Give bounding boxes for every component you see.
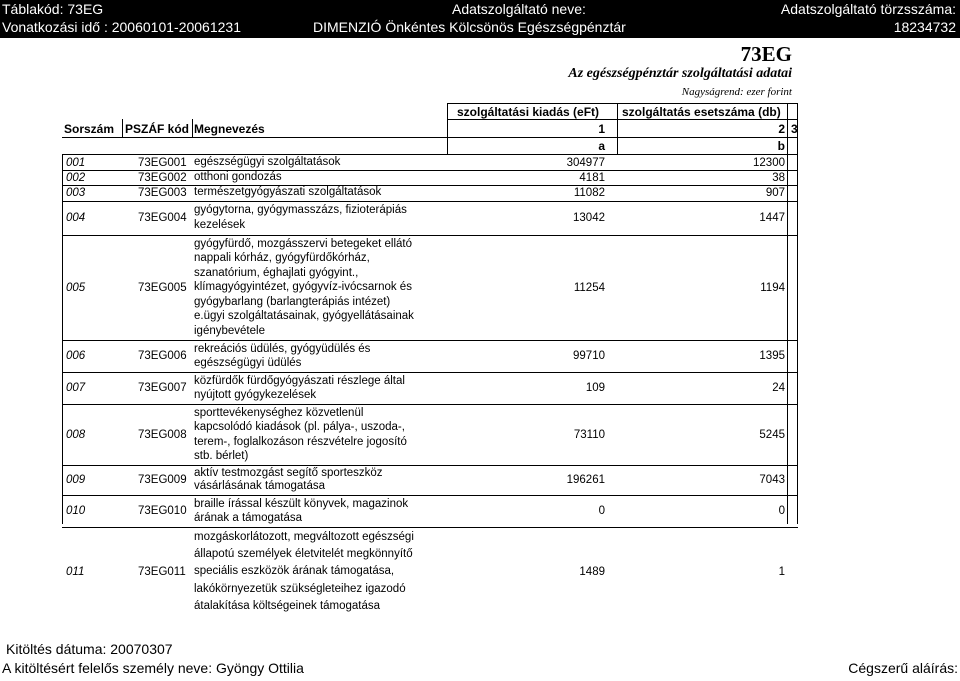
row-name-line: nyújtott gyógykezelések <box>194 389 317 401</box>
row-value-expense: 109 <box>585 382 605 394</box>
col-header-num-1: 1 <box>598 122 605 136</box>
row-number: 009 <box>66 474 86 486</box>
row-number: 001 <box>66 156 86 169</box>
row-name-line: kapcsolódó kiadások (pl. pálya-, uszoda-, <box>194 421 405 434</box>
row-value-expense: 4181 <box>579 171 605 184</box>
row-number: 002 <box>66 171 86 184</box>
row-name-line: egészségügyi szolgáltatások <box>194 156 341 168</box>
row-name-line: állapotú személyek életvitelét megkönnyítő <box>194 548 413 561</box>
row-number: 006 <box>66 350 86 362</box>
row-value-expense: 11082 <box>573 187 605 199</box>
row-name-line: árának a támogatása <box>194 512 303 524</box>
row-pszaf-code: 73EG005 <box>138 281 187 294</box>
form-code-label: Táblakód: 73EG <box>2 1 104 17</box>
col-header-letter-a: a <box>598 139 605 153</box>
row-name-line: gyógytorna, gyógymasszázs, fizioterápiás <box>194 204 407 216</box>
group-header-cases: szolgáltatás esetszáma (db) <box>622 105 781 119</box>
row-value-expense: 196261 <box>566 474 605 486</box>
row-pszaf-code: 73EG006 <box>138 350 187 362</box>
row-name-line: e.ügyi szolgáltatásainak, gyógyellátásainak <box>194 310 414 323</box>
row-value-expense: 11254 <box>573 281 605 294</box>
provider-id-label: Adatszolgáltató törzsszáma: <box>780 1 956 17</box>
row-name-line: egészségügyi üdülés <box>194 357 302 369</box>
signature-label: Cégszerű aláírás: <box>848 660 958 676</box>
row-name-line: gyógyfürdő, mozgásszervi betegeket ellátó <box>194 238 412 250</box>
col-header-num-2: 2 <box>778 122 785 136</box>
row-number: 011 <box>66 566 85 578</box>
row-pszaf-code: 73EG001 <box>138 156 187 169</box>
col-header-sorszam: Sorszám <box>64 122 115 136</box>
row-value-expense: 1489 <box>579 566 605 578</box>
responsible-person: A kitöltésért felelős személy neve: Gyöngy Ottilia <box>2 660 304 676</box>
row-name-line: igénybevétele <box>194 324 265 337</box>
row-name-line: otthoni gondozás <box>194 171 282 183</box>
form-title: Az egészségpénztár szolgáltatási adatai <box>568 66 792 81</box>
row-name-line: átalakítása költségeinek támogatása <box>194 599 381 612</box>
row-value-cases: 5245 <box>759 428 785 441</box>
col-header-num-3: 3 <box>791 122 798 136</box>
row-pszaf-code: 73EG008 <box>138 428 187 441</box>
row-name-line: speciális eszközök árának támogatása, <box>194 565 395 578</box>
row-name-line: természetgyógyászati szolgáltatások <box>194 186 382 198</box>
row-pszaf-code: 73EG003 <box>138 187 187 199</box>
row-value-cases: 1194 <box>760 281 785 294</box>
col-header-name: Megnevezés <box>194 122 265 136</box>
provider-id: 18234732 <box>893 19 956 35</box>
row-pszaf-code: 73EG009 <box>138 474 187 486</box>
row-number: 007 <box>66 382 86 394</box>
row-name-line: kezelések <box>194 219 246 231</box>
row-number: 004 <box>66 212 86 224</box>
row-value-cases: 24 <box>772 382 785 394</box>
row-name-line: mozgáskorlátozott, megváltozott egészségi <box>194 531 414 543</box>
row-number: 005 <box>66 281 86 294</box>
col-header-pszaf: PSZÁF kód <box>125 122 190 136</box>
col-header-letter-b: b <box>777 139 785 153</box>
form-unit: Nagyságrend: ezer forint <box>681 86 792 98</box>
row-value-expense: 0 <box>598 505 605 517</box>
period-label: Vonatkozási idő : 20060101-20061231 <box>2 19 241 35</box>
row-value-cases: 1395 <box>759 350 785 362</box>
row-name-line: gyógybarlang (barlangterápiás intézet) <box>194 295 391 308</box>
row-value-cases: 38 <box>772 171 785 184</box>
row-number: 003 <box>66 187 86 199</box>
row-pszaf-code: 73EG004 <box>138 212 187 224</box>
provider-name: DIMENZIÓ Önkéntes Kölcsönös Egészségpénztár <box>313 19 626 35</box>
row-name-line: szanatórium, éghajlati gyógyint., <box>194 266 359 279</box>
row-pszaf-code: 73EG011 <box>138 566 186 578</box>
row-value-expense: 99710 <box>573 350 605 362</box>
row-pszaf-code: 73EG002 <box>138 171 187 184</box>
row-pszaf-code: 73EG010 <box>138 505 187 517</box>
row-name-line: aktív testmozgást segítő sporteszköz <box>194 467 383 479</box>
row-pszaf-code: 73EG007 <box>138 382 187 394</box>
group-header-expense: szolgáltatási kiadás (eFt) <box>457 105 600 119</box>
row-value-cases: 0 <box>778 505 785 517</box>
fill-date: Kitöltés dátuma: 20070307 <box>6 641 173 657</box>
provider-name-label: Adatszolgáltató neve: <box>452 1 586 17</box>
row-value-expense: 304977 <box>566 156 605 169</box>
row-name-line: braille írással készült könyvek, magazinok <box>194 498 409 510</box>
row-value-cases: 12300 <box>753 156 785 169</box>
row-name-line: terem-, foglalkozáson részvételre jogosító <box>194 435 407 448</box>
row-number: 008 <box>66 428 86 441</box>
row-value-expense: 73110 <box>573 428 605 441</box>
row-name-line: nappali kórház, gyógyfürdőkórház, <box>194 252 370 265</box>
row-value-cases: 907 <box>765 187 785 199</box>
row-number: 010 <box>66 505 86 517</box>
row-name-line: rekreációs üdülés, gyógyüdülés és <box>194 343 371 355</box>
row-value-cases: 7043 <box>759 474 785 486</box>
form-code: 73EG <box>740 42 792 66</box>
row-name-line: vásárlásának támogatása <box>194 480 326 492</box>
row-value-cases: 1 <box>778 566 785 578</box>
row-name-line: közfürdők fürdőgyógyászati részlege által <box>194 375 405 387</box>
row-value-cases: 1447 <box>759 212 785 224</box>
row-name-line: sporttevékenységhez közvetlenül <box>194 407 364 419</box>
row-name-line: klímagyógyintézet, gyógyvíz-ivócsarnok és <box>194 281 412 294</box>
row-name-line: stb. bérlet) <box>194 449 249 462</box>
row-name-line: lakókörnyezetük szükségleteihez igazodó <box>194 582 406 595</box>
row-value-expense: 13042 <box>573 212 605 224</box>
